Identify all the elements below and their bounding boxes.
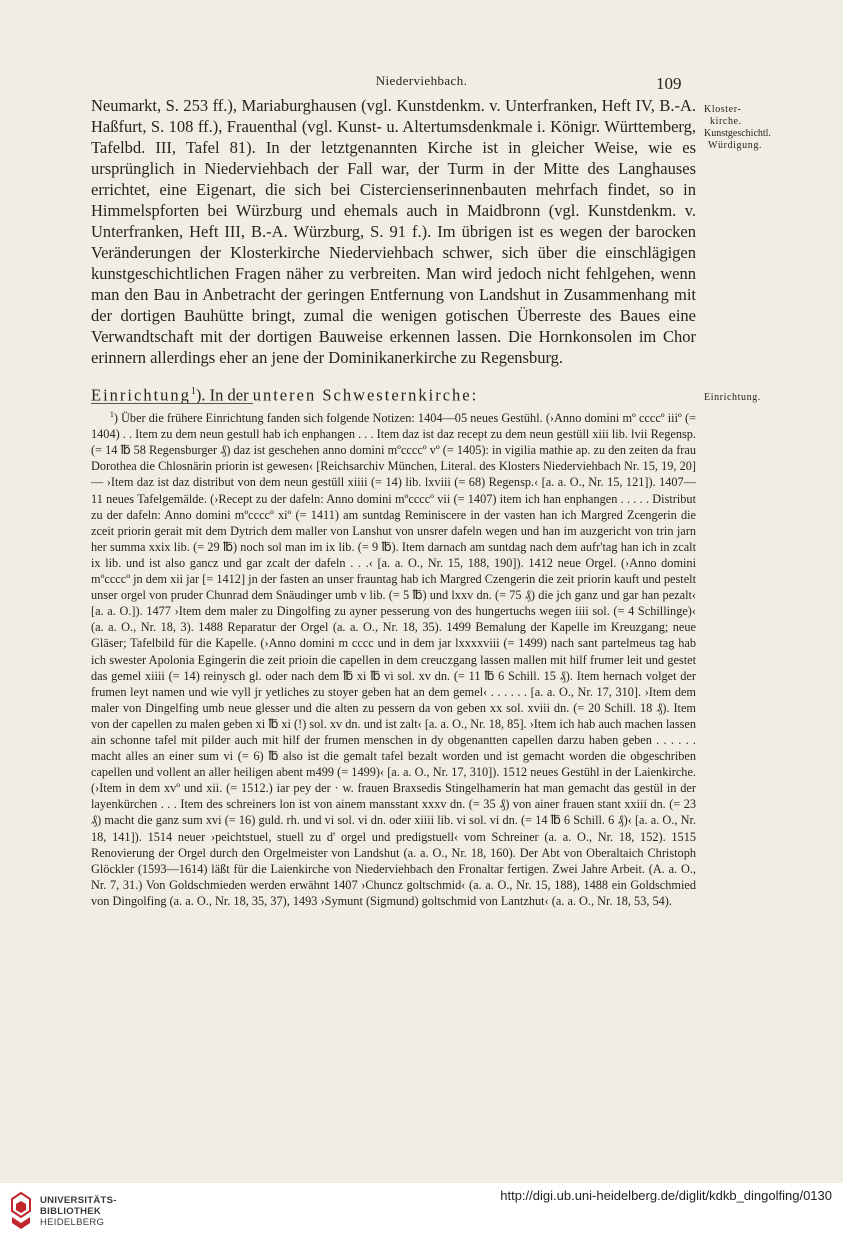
footnote-divider [91, 403, 253, 404]
margin-note-line: Würdigung. [708, 140, 763, 151]
footnote-reference[interactable]: 1 [190, 386, 196, 397]
margin-note-kunstgeschichte [704, 104, 839, 152]
margin-note-line: Kloster- [704, 104, 742, 115]
page-number: 109 [656, 74, 682, 93]
footnote-text: Über die frühere Einrichtung fanden sich folgende Notizen: 1404—05 neues Gestühl. (›Anno domini mº ccccº iiiº (= 1404) . . Item zu dem neun gestull hab ich enphangen . . . Item daz ist daz recept zu dem neun gestüll xiii lib. lvii Regensp. (= 14 ℔ 58 Regensburger ₰) daz ist geschehen anno domini mºccccº vº (= 1405): in vigilia mathie ap. zu den zeiten da frau Dorothea die Chlosnärin priorin ist gewesen‹ [Reichsarchiv München, Literal. des Klosters Niederviehbach Nr. 15, 19, 20] — ›Item daz ist daz distribut von dem neun gestüll xiiii (= 14) lib. lxviii (= 68) Regensp.‹ [a. a. O., Nr. 15, 121]). 1407—11 neues Tafelgemälde. (›Recept zu der dafeln: Anno domini mºccccº vii (= 1407) item ich han enphangen . . . . . Distribut zu der dafeln: Anno domini mºccccº xiº (= 1411) am suntdag Reminiscere in der vasten han ich Margred Zcengerin die zceit priorin gerait mit dem Dytrich dem maller von Lanshut von unsrer dafeln wegen und han im auzgericht von trin jarn her summa xxix lib. (= 29 ℔) noch sol man im ix lib. (= 9 ℔). Item darnach am suntdag nach dem aufr'tag han ich in zcalt ix lib. und ist also gancz und gar zcalt der dafeln . . .‹ [a. a. O., Nr. 15, 188, 190]). 1412 neue Orgel. (›Anno domini mºccccº jn dem xii jar [= 1412] jn der fasten an unser frauntag hab ich Margred Czengerin die zeit priorin kauft und pestelt unser orgel von pruder Chunrad dem Snäudinger umb v lib. (= 5 ℔) und lxxv dn. (= 75 ₰) die jch ganz und gar han pezalt‹ [a. a. O.]). 1477 ›Item dem maler zu Dingolfing zu ayner pesserung von des hungertuchs wegen iiii sol. (= 4 Schillinge)‹ (a. a. O., Nr. 18, 3). 1488 Reparatur der Orgel (a. a. O., Nr. 18, 35). 1499 Bemalung der Kapelle im Kreuzgang; neue Gläser; Tafelbild für die Kapelle. (›Anno domini m cccc und in dem jar lxxxxviii (= 1499) nach sant partelmeus tag hab ich swester Apolonia Egingerin die zeit prioin die capellen in dem creuczgang lassen mallen mit hilf frumer leit und gestet das gemel xiiii (= 14) reinysch gl. oder nach dem ℔ xi ℔ vi sol. xv dn. (= 11 ℔ 6 Schill. 15 ₰). Item hernach volget der frumen leyt namen und wie vyll jr yetliches zu stoyer geben hat an dem gemel‹ . . . . . . [a. a. O., Nr. 17, 310]. ›Item dem maler von Dingelfing umb neue glesser und die alten zu pessern da von geben xx sol. xviii dn. (= 20 Schill. 18 ₰). Item von der capellen zu malen geben xi ℔ xi (!) sol. xv dn. und ist zalt‹ [a. a. O., Nr. 18, 85]. ›Item ich hab auch machen lassen ain schonne tafel mit pilder auch mit hilf der frumen menschen in dy obgenantten capellen darzu haben geben . . . . . . macht alles an einer sum vi (= 6) ℔ also ist die gemalt tafel bezalt worden und ist gemacht worden die obgeschriben capellen und vollent an aller heiligen abent m499 (= 1499)‹ [a. a. O., Nr. 17, 310]). 1512 neues Gestühl in der Laienkirche. (›Item in dem xvº und xii. (= 1512.) iar pey der · w. frauen Braxsedis Stingelhamerin hat man gemacht das gestül in der layenkürchen . . . Item des schreiners lon ist von ainem mansstant xxxv dn. (= 35 ₰) von ainer frauen stant xxiii dn. (= 23 ₰) macht die ganz sum xvi (= 16) guld. rh. und vi sol. vi dn. oder xiiii lib. vi sol. vi dn. (= 14 ℔ 6 Schill. 6 ₰)‹ [a. a. O., Nr. 18, 141]). 1514 neuer ›peichtstuel, stuell zu d' orgel und predigstuell‹ vom Schreiner (a. a. O., Nr. 18, 152). 1515 Renovierung der Orgel durch den Orgelmeister von Landshut (a. a. O., Nr. 18, 160). Der Abt von Oberaltaich Christoph Glöckler (1593—1614) läßt für die Laienkirche von Niederviehbach den Fronaltar fertigen. Zwei Jahre Arbeit. (A. a. O., Nr. 7, 31.) Von Goldschmieden werden erwähnt 1407 ›Chuncz goltschmid‹ (a. a. O., Nr. 15, 188), 1488 ein Goldschmied von Dingolfing (a. a. O., Nr. 18, 35, 37), 1493 ›Symunt (Sigmund) goltschmid von Lantzhut‹ (a. a. O., Nr. 18, 53, 54). [91, 411, 696, 908]
library-name-line: HEIDELBERG [40, 1217, 105, 1228]
section-label: Einrichtung [91, 385, 191, 405]
library-name-line: UNIVERSITÄTS- [40, 1195, 117, 1206]
library-logo-icon[interactable] [10, 1191, 32, 1231]
body-paragraph: Neumarkt, S. 253 ff.), Mariaburghausen (vgl. Kunstdenkm. v. Unterfranken, Heft IV, B.-A. Haßfurt, S. 108 ff.), Frauenthal (vgl. Kunst- u. Altertumsdenkmale i. Königr. Württemberg, Tafelbd. III, Tafel 81). In der letztgenannten Kirche ist in gleicher Weise, wie es ursprünglich in Niederviehbach der Fall war, der Turm in der Mitte des Langhauses errichtet, eine Eigenart, die sich bei Cistercienserinnenbauten mehrfach findet, so in Himmelspforten bei Würzburg und ehemals auch in Maidbronn (vgl. Kunstdenkm. v. Unterfranken, Heft III, B.-A. Würzburg, S. 91 f.). Im übrigen ist es wegen der barocken Veränderungen der Klosterkirche Niederviehbach schwer, sich über die einschlägigen kunstgeschichtlichen Fragen näher zu verbreiten. Man wird jedoch nicht fehlgehen, wenn man den Bau in Anbetracht der geringen Entfernung von Landshut in Zusammenhang mit der dortigen Bauhütte bringt, zumal die wenigen gotischen Überreste des Baues eine Verwandtschaft mit der dortigen Bauweise erkennen lassen. Die Hornkonsolen im Chor erinnern allerdings eher an jene der Dominikanerkirche zu Regensburg. [91, 96, 696, 367]
section-heading [91, 381, 696, 406]
section-phrase: unteren Schwesternkirche: [252, 385, 479, 405]
library-name[interactable] [40, 1195, 117, 1228]
margin-note-einrichtung: Einrichtung. [704, 392, 761, 403]
section-connector: ). In der [195, 385, 249, 405]
source-url-link[interactable]: http://digi.ub.uni-heidelberg.de/diglit/kdkb_dingolfing/0130 [500, 1188, 832, 1203]
footnote-mark: 1 [109, 410, 114, 419]
margin-note-line: Kunstgeschichtl. [704, 128, 771, 139]
footnote: $^1$) Über die frühere Einrichtung fanden sich folgende Notizen: 1404—05 neues Gestühl. (›Anno domini mº ccccº iiiº (= 1404) . . Item zu dem neun gestull hab ich enphangen . . . Item daz ist daz recept zu dem neun gestüll xiii lib. lvii Regensp. (= 14 ℔ 58 Regensburger ₰) daz ist geschehen anno domini mºccccº vº (= 1405): in vigilia mathie ap. zu den zeiten da frau Dorothea die Chlosnärin priorin ist gewesen‹ [Reichsarchiv München, Literal. des Klosters Niederviehbach Nr. 15, 19, 20] — ›Item daz ist daz distribut von dem neun gestüll xiiii (= 14) lib. lxviii (= 68) Regensp.‹ [a. a. O., Nr. 15, 121]). 1407—11 neues Tafelgemälde. (›Recept zu der dafeln: Anno domini mºccccº vii (= 1407) item ich han enphangen . . . . . Distribut zu der dafeln: Anno domini mºccccº xiº (= 1411) am suntdag Reminiscere in der vasten han ich Margred Zcengerin die zceit priorin gerait mit dem Dytrich dem maller von Lanshut von unsrer dafeln wegen und han im auzgericht von trin jarn her summa xxix lib. (= 29 ℔) noch sol man im ix lib. (= 9 ℔). Item darnach am suntdag nach dem aufr'tag han ich in zcalt ix lib. und ist also gancz und gar zcalt der dafeln . . .‹ [a. a. O., Nr. 15, 188, 190]). 1412 neue Orgel. (›Anno domini mºccccº jn dem xii jar [= 1412] jn der fasten an unser frauntag hab ich Margred Czengerin die zeit priorin kauft und pestelt unser orgel von pruder Chunrad dem Snäudinger umb v lib. (= 5 ℔) und lxxv dn. (= 75 ₰) die jch ganz und gar han pezalt‹ [a. a. O.]). 1477 ›Item dem maler zu Dingolfing zu ayner pesserung von des hungertuchs wegen iiii sol. (= 4 Schillinge)‹ (a. a. O., Nr. 18, 3). 1488 Reparatur der Orgel (a. a. O., Nr. 18, 35). 1499 Bemalung der Kapelle im Kreuzgang; neue Gläser; Tafelbild für die Kapelle. (›Anno domini m cccc und in dem jar lxxxxviii (= 1499) nach sant partelmeus tag hab ich swester Apolonia Egingerin die zeit prioin die capellen in dem creuczgang lassen mallen mit hilf frumer leit und gestet das gemel xiiii (= 14) reinysch gl. oder nach dem ℔ xi ℔ vi sol. xv dn. (= 11 ℔ 6 Schill. 15 ₰). Item hernach volget der frumen leyt namen und wie vyll jr yetliches zu stoyer geben hat an dem gemel‹ . . . . . . [a. a. O., Nr. 17, 310]. ›Item dem maler von Dingelfing umb neue glesser und die alten zu pessern da von geben xx sol. xviii dn. (= 20 Schill. 18 ₰). Item von der capellen zu malen geben xi ℔ xi (!) sol. xv dn. und ist zalt‹ [a. a. O., Nr. 18, 85]. ›Item ich hab auch machen lassen ain schonne tafel mit pilder auch mit hilf der frumen menschen in dy obgenantten capellen darzu haben geben . . . . . . macht alles an einer sum vi (= 6) ℔ also ist die gemalt tafel bezalt worden und ist gemacht worden die obgeschriben capellen und vollent an aller heiligen abent m499 (= 1499)‹ [a. a. O., Nr. 17, 310]). 1512 neues Gestühl in der Laienkirche. (›Item in dem xvº und xii. (= 1512.) iar pey der · w. frauen Braxsedis Stingelhamerin hat man gemacht das gestül in der layenkürchen . . . Item des schreiners lon ist von ainem mansstant xxxv dn. (= 35 ₰) von ainer frauen stant xxiii dn. (= 23 ₰) macht die ganz sum xvi (= 16) guld. rh. und vi sol. vi dn. oder xiiii lib. vi sol. vi dn. (= 14 ℔ 6 Schill. 6 ₰)‹ [a. a. O., Nr. 18, 141]). 1514 neuer ›peichtstuel, stuell zu d' orgel und predigstuell‹ vom Schreiner (a. a. O., Nr. 18, 152). 1515 Renovierung der Orgel durch den Orgelmeister von Landshut (a. a. O., Nr. 18, 160). Der Abt von Oberaltaich Christoph Glöckler (1593—1614) läßt für die Laienkirche von Niederviehbach den Fronaltar fertigen. Zwei Jahre Arbeit. (A. a. O., Nr. 7, 31.) Von Goldschmieden werden erwähnt 1407 ›Chuncz goltschmid‹ (a. a. O., Nr. 15, 188), 1488 ein Goldschmied von Dingolfing (a. a. O., Nr. 18, 35, 37), 1493 ›Symunt (Sigmund) goltschmid von Lantzhut‹ (a. a. O., Nr. 18, 53, 54). [91, 410, 696, 908]
running-head: Niederviehbach. [375, 73, 468, 88]
library-name-line: BIBLIOTHEK [40, 1206, 102, 1217]
margin-note-line: kirche. [710, 116, 742, 127]
